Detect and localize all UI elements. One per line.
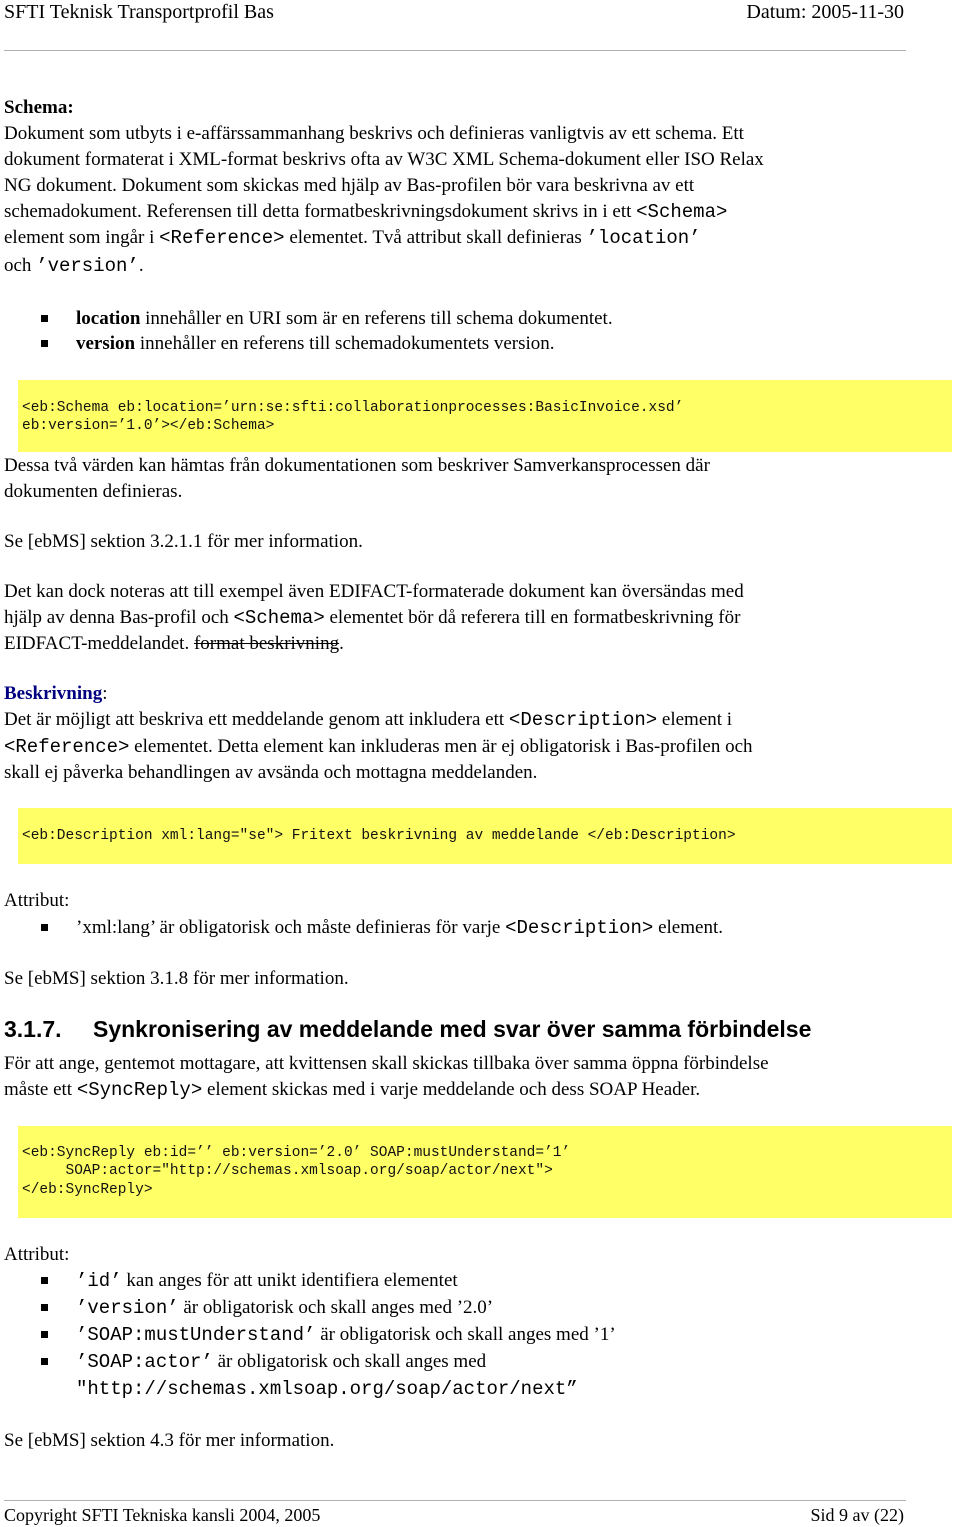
description-code-block — [18, 808, 952, 864]
description-line: skall ej påverka behandlingen av avsända och mottagna meddelanden. — [4, 762, 538, 783]
schema-para-line: och ’version’. — [4, 255, 144, 277]
schema-after-code-line: dokumenten definieras. — [4, 481, 183, 502]
bullet-must-understand: ’SOAP:mustUnderstand’ är obligatorisk och skall anges med ’1’ — [76, 1324, 616, 1346]
description-reference: Se [ebMS] sektion 3.1.8 för mer information. — [4, 968, 349, 989]
description-line: Det är möjligt att beskriva ett meddelande genom att inkludera ett <Description> element i — [4, 709, 733, 731]
schema-code-block — [18, 380, 952, 452]
description-tag: <Description> — [505, 917, 654, 939]
bullet-xml-lang: ’xml:lang’ är obligatorisk och måste definieras för varje <Description> element. — [76, 917, 723, 939]
bullet-square-icon — [41, 1358, 48, 1365]
description-line: <Reference> elementet. Detta element kan inkluderas men är ej obligatorisk i Bas-profilen och — [4, 736, 753, 758]
syncreply-code-block — [18, 1126, 952, 1218]
bullet-actor: ’SOAP:actor’ är obligatorisk och skall anges med — [76, 1351, 487, 1373]
location-code: ’location’ — [586, 227, 701, 249]
struck-text: format beskrivning — [193, 633, 340, 654]
bullet-id: ’id’ kan anges för att unikt identifiera elementet — [76, 1270, 458, 1292]
schema-para-line: dokument formaterat i XML-format beskrivs ofta av W3C XML Schema-dokument eller ISO Relax — [4, 149, 764, 170]
footer-page-number: Sid 9 av (22) — [810, 1505, 904, 1525]
bullet-square-icon — [41, 1304, 48, 1311]
footer-copyright: Copyright SFTI Tekniska kansli 2004, 2005 — [4, 1505, 321, 1525]
attribute-label: Attribut: — [4, 890, 70, 911]
schema-tag: <Schema> — [233, 607, 325, 629]
edifact-line: EIDFACT-meddelandet. format beskrivning. — [4, 633, 344, 654]
code-line: <eb:Schema eb:location=’urn:se:sfti:collaborationprocesses:BasicInvoice.xsd’ — [22, 400, 684, 416]
bullet-square-icon — [41, 924, 48, 931]
header-rule — [4, 50, 906, 51]
attribute-label: Attribut: — [4, 1244, 70, 1265]
section-title: Synkronisering av meddelande med svar över samma förbindelse — [93, 1016, 812, 1042]
schema-tag: <Schema> — [636, 201, 728, 223]
schema-para-line: element som ingår i <Reference> elementet. Två attribut skall definieras ’location’ — [4, 227, 701, 249]
bullet-square-icon — [41, 1277, 48, 1284]
bullet-square-icon — [41, 1331, 48, 1338]
bullet-version: version innehåller en referens till schemadokumentets version. — [76, 333, 555, 354]
actor-value: "http://schemas.xmlsoap.org/soap/actor/next” — [76, 1378, 578, 1400]
code-line: SOAP:actor="http://schemas.xmlsoap.org/soap/actor/next"> — [22, 1163, 553, 1179]
schema-para-line: schemadokument. Referensen till detta formatbeskrivningsdokument skrivs in i ett <Schema> — [4, 201, 728, 223]
description-tag: <Description> — [508, 709, 658, 731]
schema-para-line: Dokument som utbyts i e-affärssammanhang beskrivs och definieras vanligtvis av ett schema. Ett — [4, 123, 744, 144]
reference-tag: <Reference> — [159, 227, 285, 249]
schema-after-code-line: Dessa två värden kan hämtas från dokumentationen som beskriver Samverkansprocessen där — [4, 455, 710, 476]
sync-reference: Se [ebMS] sektion 4.3 för mer information. — [4, 1430, 335, 1451]
header-date: Datum: 2005-11-30 — [746, 1, 904, 23]
schema-heading: Schema: — [4, 97, 74, 118]
sync-line: För att ange, gentemot mottagare, att kvittensen skall skickas tillbaka över samma öppna förbindelse — [4, 1053, 769, 1074]
sync-line: måste ett <SyncReply> element skickas med i varje meddelande och dess SOAP Header. — [4, 1079, 701, 1101]
section-number: 3.1.7. — [4, 1016, 62, 1042]
reference-tag: <Reference> — [4, 736, 130, 758]
bullet-square-icon — [41, 340, 48, 347]
version-code: ’version’ — [36, 255, 139, 277]
syncreply-tag: <SyncReply> — [76, 1079, 203, 1101]
header-title: SFTI Teknisk Transportprofil Bas — [4, 1, 274, 23]
code-line: eb:version=’1.0’></eb:Schema> — [22, 418, 275, 434]
code-line: <eb:SyncReply eb:id=’’ eb:version=’2.0’ SOAP:mustUnderstand=’1’ — [22, 1145, 571, 1161]
bullet-version: ’version’ är obligatorisk och skall anges med ’2.0’ — [76, 1297, 494, 1319]
code-line: </eb:SyncReply> — [22, 1182, 153, 1198]
code-line: <eb:Description xml:lang="se"> Fritext beskrivning av meddelande </eb:Description> — [22, 828, 736, 844]
schema-reference: Se [ebMS] sektion 3.2.1.1 för mer information. — [4, 531, 363, 552]
description-heading: Beskrivning: — [4, 683, 108, 704]
footer-rule — [4, 1500, 906, 1501]
edifact-line: Det kan dock noteras att till exempel även EDIFACT-formaterade dokument kan översändas med — [4, 581, 744, 602]
bullet-square-icon — [41, 315, 48, 322]
schema-para-line: NG dokument. Dokument som skickas med hjälp av Bas-profilen bör vara beskrivna av ett — [4, 175, 695, 196]
bullet-location: location innehåller en URI som är en referens till schema dokumentet. — [76, 308, 613, 329]
edifact-line: hjälp av denna Bas-profil och <Schema> elementet bör då referera till en formatbeskrivning för — [4, 607, 741, 629]
